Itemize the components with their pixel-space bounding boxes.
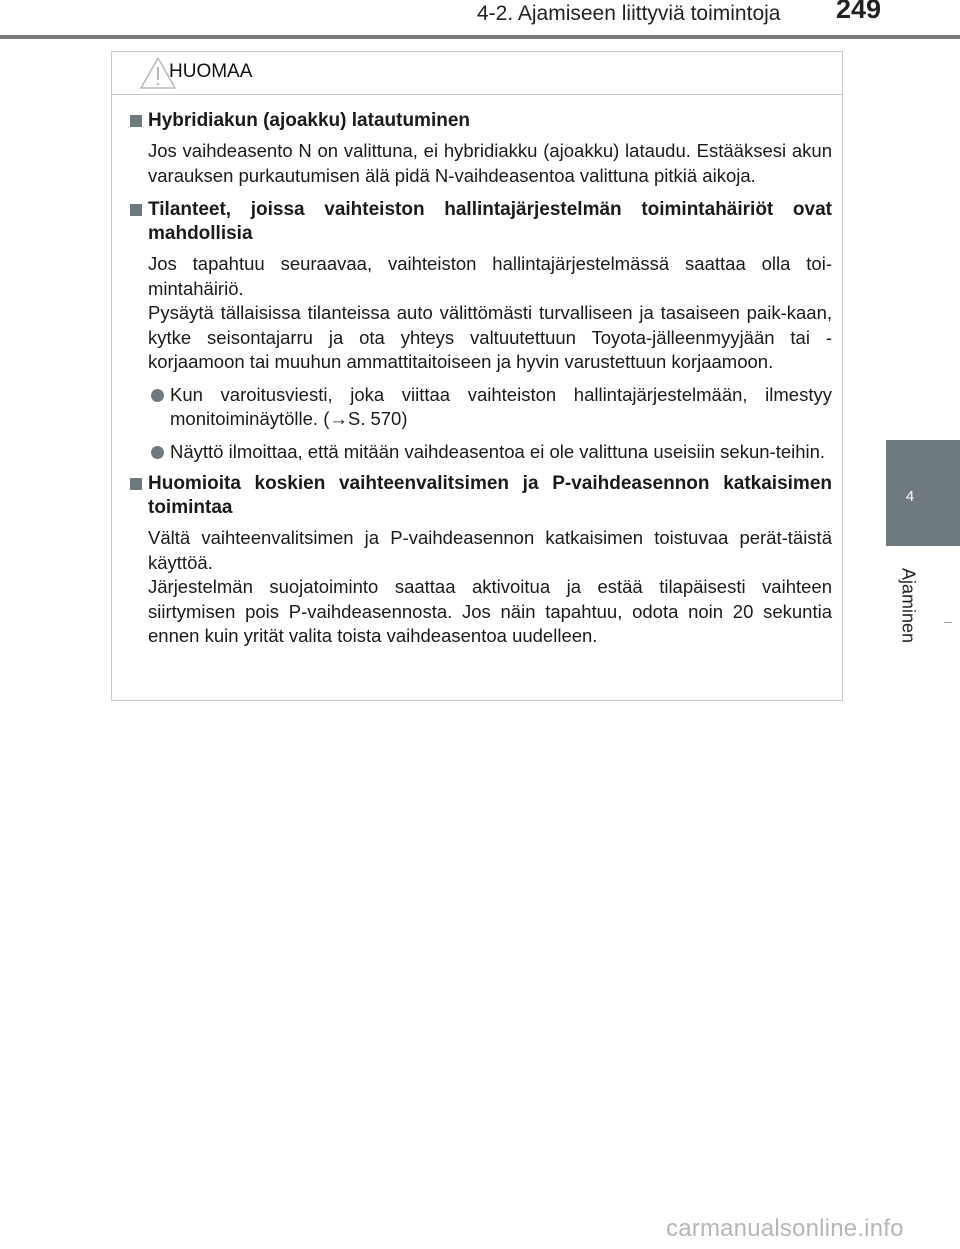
watermark: carmanualsonline.info bbox=[666, 1215, 904, 1242]
page-number: 249 bbox=[836, 0, 882, 24]
square-bullet-icon bbox=[130, 115, 142, 127]
chapter-tab-number: 4 bbox=[905, 488, 915, 505]
section-heading: Huomioita koskien vaihteenvalitsimen ja P-vaihdeasennon katkaisimen toimintaa bbox=[128, 472, 832, 520]
square-bullet-icon bbox=[130, 204, 142, 216]
chapter-label bbox=[896, 549, 920, 649]
paragraph: Jos vaihdeasento N on valittuna, ei hybridiakku (ajoakku) lataudu. Estääksesi akun varauksen purkautumisen älä pidä N-vaihdeasentoa valittuna pitkiä aikoja. bbox=[148, 140, 832, 186]
notice-body bbox=[112, 95, 842, 649]
list-item: Näyttö ilmoittaa, että mitään vaihdeasentoa ei ole valittuna useisiin sekun-teihin. bbox=[148, 440, 832, 465]
list-item: Kun varoitusviesti, joka viittaa vaihteiston hallintajärjestelmään, ilmestyy monitoiminäytölle. (→S. 570) bbox=[148, 383, 832, 432]
notice-header bbox=[112, 52, 842, 95]
notice-title: HUOMAA bbox=[169, 61, 253, 82]
side-tick-mark bbox=[944, 622, 952, 623]
paragraph: Jos tapahtuu seuraavaa, vaihteiston hallintajärjestelmässä saattaa olla toi-mintahäiriö. bbox=[148, 253, 832, 299]
square-bullet-icon bbox=[130, 478, 142, 490]
section-heading: Hybridiakun (ajoakku) latautuminen bbox=[128, 109, 832, 133]
header-rule bbox=[0, 35, 960, 39]
section-malfunction-situations bbox=[128, 198, 832, 464]
circle-bullet-icon bbox=[151, 389, 164, 402]
paragraph: Pysäytä tällaisissa tilanteissa auto välittömästi turvalliseen ja tasaiseen paik-kaan, kytke seisontajarru ja ota yhteys valtuutettuun Toyota-jälleenmyyjään tai -korjaamoon tai muuhun ammattitaitoiseen ja hyvin varustettuun korjaamoon. bbox=[148, 302, 832, 372]
section-title: 4-2. Ajamiseen liittyviä toimintoja bbox=[477, 2, 781, 25]
paragraph: Järjestelmän suojatoiminto saattaa aktivoitua ja estää tilapäisesti vaihteen siirtymisen pois P-vaihdeasennosta. Jos näin tapahtuu, odota noin 20 sekuntia ennen kuin yrität valita toista vaihdeasentoa uudelleen. bbox=[148, 576, 832, 646]
notice-box bbox=[111, 51, 843, 701]
chapter-label-text: Ajaminen bbox=[898, 567, 919, 644]
section-battery-charging bbox=[128, 109, 832, 188]
chapter-tab[interactable] bbox=[886, 440, 960, 546]
bullet-list bbox=[148, 383, 832, 465]
section-shift-lever-notes bbox=[128, 472, 832, 649]
circle-bullet-icon bbox=[151, 446, 164, 459]
section-heading: Tilanteet, joissa vaihteiston hallintajärjestelmän toimintahäiriöt ovat mahdollisia bbox=[128, 198, 832, 246]
paragraph: Vältä vaihteenvalitsimen ja P-vaihdeasennon katkaisimen toistuvaa perät-täistä käyttöä. bbox=[148, 527, 832, 573]
